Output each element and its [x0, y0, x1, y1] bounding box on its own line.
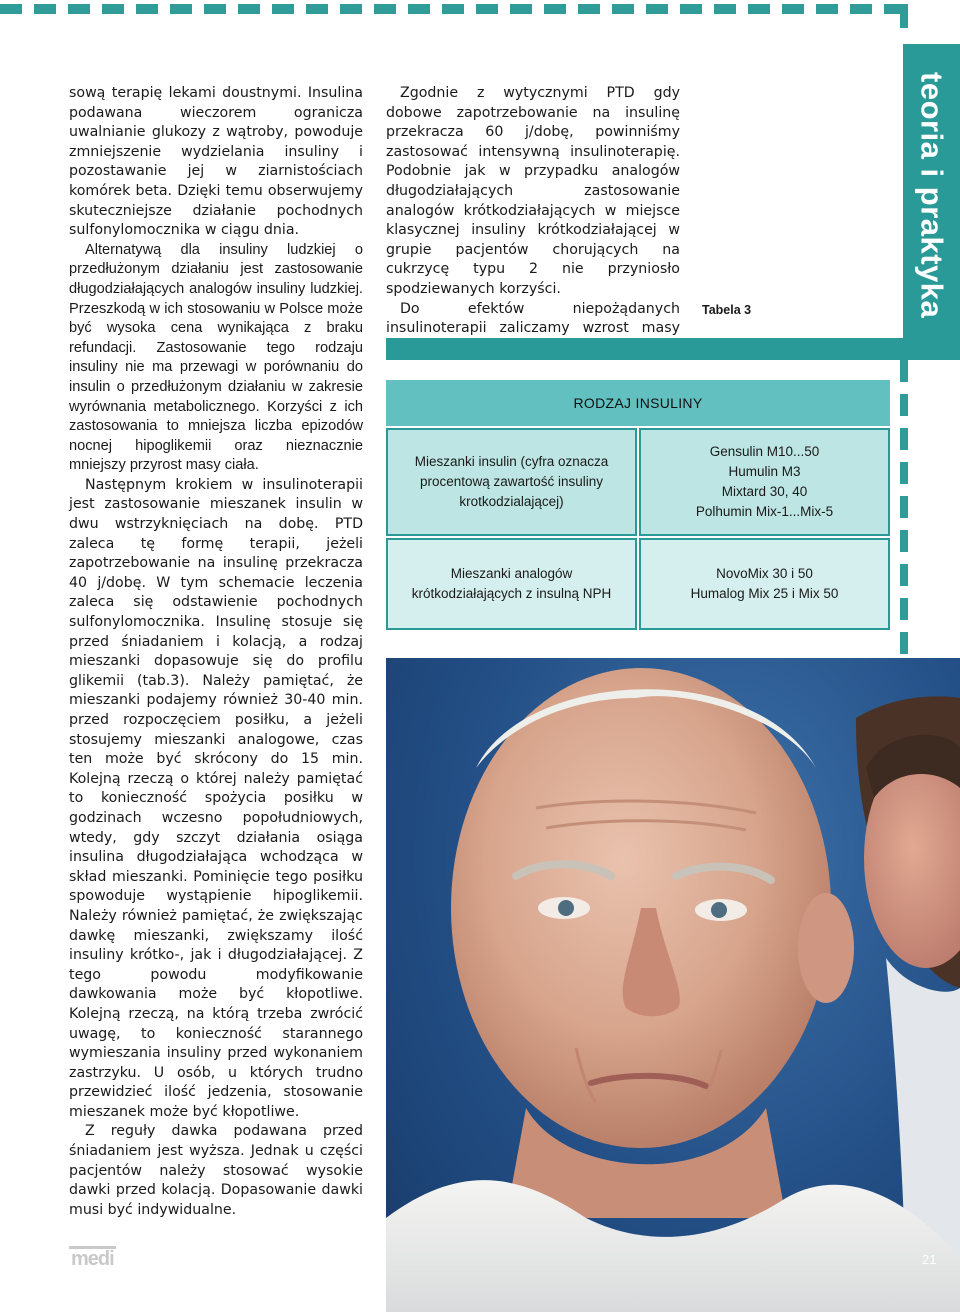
- page-number: 21: [922, 1252, 937, 1267]
- top-corner-mark: [900, 4, 908, 28]
- teal-divider-bar: [386, 338, 904, 360]
- cell-line: krotkodzialającej): [459, 494, 564, 509]
- table-cell-products-2: [639, 538, 890, 630]
- mid-paragraph-2: Do efektów niepożądanych insulinoterapii zaliczamy wzrost masy: [386, 300, 680, 337]
- magazine-logo: medi: [71, 1248, 114, 1270]
- cell-line: Gensulin M10...50: [709, 444, 820, 459]
- left-paragraph-1: sową terapię lekami doustnymi. Insulina podawana wieczorem ogranicza uwalnianie glukozy z wątroby, powoduje zmniejszenie wydzielania insuliny i pozostawanie jej w ziarnistościach komórek beta. Dzięki temu obserwujemy skuteczniejsze działanie pochodnych sulfonylomocznika w ciągu dnia.: [69, 85, 363, 239]
- portrait-photo: [386, 658, 960, 1312]
- cell-line: krótkodziałających z insulną NPH: [411, 586, 612, 601]
- table-label: Tabela 3: [702, 303, 752, 317]
- mid-paragraph-1: Zgodnie z wytycznymi PTD gdy dobowe zapotrzebowanie na insulinę przekracza 60 j/dobę, powinniśmy zastosować intensywną insulinoterapię. Podobnie jak w przypadku analogów długodziałających zastosowanie analogów krótkodziałających w miejsce klasycznej insuliny krótkodziałającej w grupie pacjentów chorujących na cukrzycę typu 2 nie przyniosło spodziewanych korzyści.: [386, 85, 680, 297]
- table-cell-products-1: [639, 428, 890, 536]
- table-cell-type-1: [386, 428, 637, 536]
- cell-line: Mieszanki insulin (cyfra oznacza: [414, 454, 609, 469]
- cell-line: NovoMix 30 i 50: [716, 566, 813, 581]
- cell-line: Humulin M3: [728, 464, 801, 479]
- top-dashed-border: [0, 4, 900, 14]
- left-text-column: [69, 84, 363, 1220]
- section-title: teoria i praktyka: [914, 72, 950, 319]
- portrait-illustration: [386, 658, 960, 1312]
- cell-line: Polhumin Mix-1...Mix-5: [695, 504, 834, 519]
- table-header: RODZAJ INSULINY: [386, 380, 890, 426]
- cell-line: Mieszanki analogów: [450, 566, 573, 581]
- left-paragraph-3: Następnym krokiem w insulinoterapii jest zastosowanie mieszanek insulin w dwu wstrzyknięciach na dobę. PTD zaleca tę formę terapii, jeżeli zapotrzebowanie na insulinę przekracza 40 j/dobę. W tym schemacie leczenia zaleca się odstawienie pochodnych sulfonylomocznika. Insulinę stosuje się przed śniadaniem i kolacją, a rodzaj mieszanki dopasowuje się do profilu glikemii (tab.3). Należy pamiętać, że mieszanki podajemy również 30-40 min. przed rozpoczęciem posiłku, a jeżeli stosujemy mieszanki analogowe, czas ten może być skrócony do 15 min. Kolejną rzeczą o której należy pamiętać to konieczność spożycia posiłku w godzinach wczesno popołudniowych, wtedy, gdy szczyt działania osiąga insulina długodziałająca wchodząca w skład mieszanki. Pominięcie tego posiłku spowoduje wystąpienie hipoglikemii. Należy również pamiętać, że zwiększając dawkę mieszanki, zwiększamy ilość insuliny krótko-, jak i długodziałającej. Z tego powodu modyfikowanie dawkowania może być kłopotliwe. Kolejną rzeczą, na którą trzeba zwrócić uwagę, to konieczność starannego wymieszania insuliny przed wykonaniem zastrzyku. U osób, u których trudno przewidzieć ilość jedzenia, stosowanie mieszanek może być kłopotliwe.: [69, 476, 363, 1120]
- left-paragraph-4: Z reguły dawka podawana przed śniadaniem jest wyższa. Jednak u części pacjentów należy stosować wysokie dawki przed kolacją. Dopasowanie dawki musi być indywidualne.: [69, 1123, 363, 1218]
- cell-line: Humalog Mix 25 i Mix 50: [690, 586, 839, 601]
- cell-line: Mixtard 30, 40: [721, 484, 808, 499]
- table-cell-type-2: [386, 538, 637, 630]
- cell-line: procentową zawartość insuliny: [419, 474, 604, 489]
- left-paragraph-2: Alternatywą dla insuliny ludzkiej o przedłużonym działaniu jest zastosowanie długodziałających analogów insuliny ludzkiej. Przeszkodą w ich stosowaniu w Polsce może być wysoka cena wynikająca z braku refundacji. Zastosowanie tego rodzaju insuliny nie ma przewagi w porównaniu do insulin o przedłużonym działaniu w zakresie wyrównania metabolicznego. Korzyści z ich zastosowania to mniejsza liczba epizodów nocnej hipoglikemii oraz nieznacznie mniejszy przyrost masy ciała.: [69, 241, 363, 474]
- middle-text-column: [386, 84, 680, 358]
